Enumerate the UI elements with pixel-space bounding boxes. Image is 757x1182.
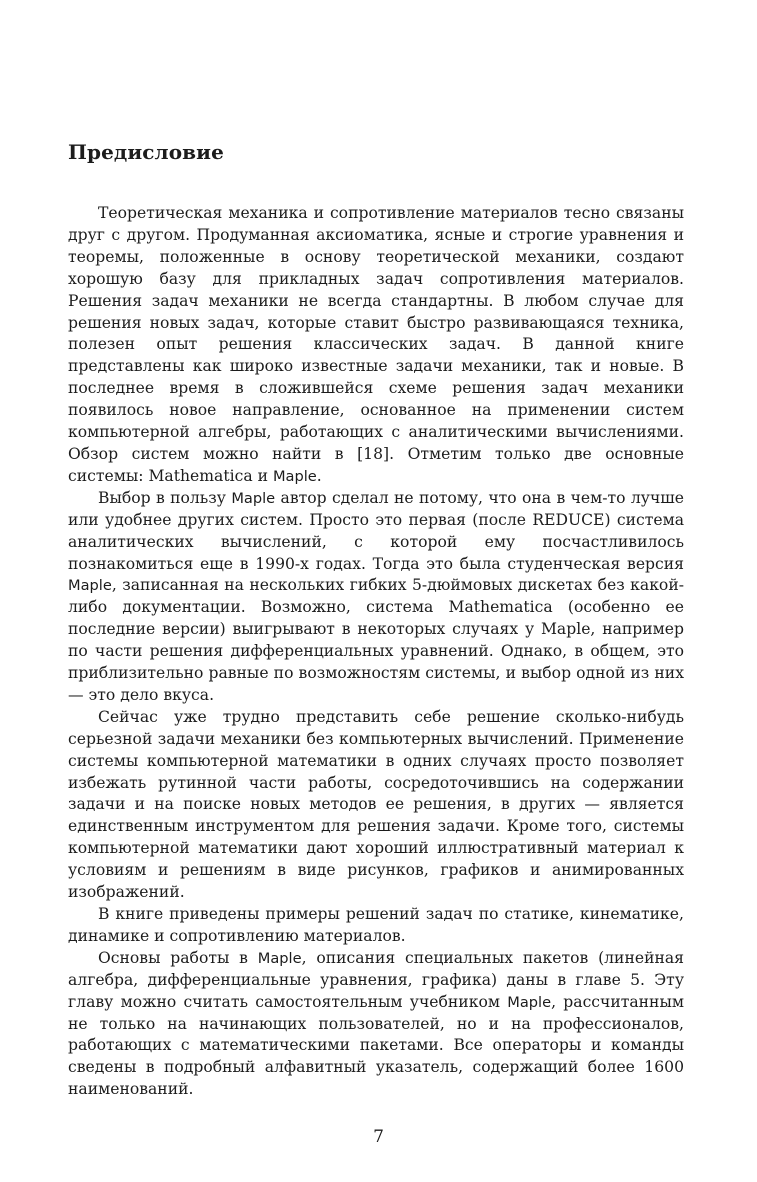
page-number: 7 bbox=[373, 1127, 384, 1147]
software-name: Maple bbox=[272, 467, 317, 485]
text-run: Теоретическая механика и сопротивление материалов тесно связаны друг с другом. Продуманная аксиоматика, ясные и строгие уравнения и теоремы, положенные в основу теоретической механики, создают хорошую базу для прикладных задач сопротивления материалов. Решения задач механики не всегда стандартны. В любом случае для решения новых задач, которые ставит быстро развивающаяся техника, полезен опыт решения классических задач. В данной книге представлены как широко известные задачи механики, так и новые. В последнее время в сложившейся схеме решения задач механики появилось новое направление, основанное на применении систем компьютерной алгебры, работающих с аналитическими вычислениями. Обзор систем можно найти в [18]. Отметим только две основные системы: Mathematica и bbox=[68, 204, 684, 485]
text-run: , описания специальных пакетов (линейная алгебра, дифференциальные уравнения, графика) даны в главе 5. Эту главу можно считать самостоятельным учебником bbox=[68, 948, 684, 1011]
text-run: Сейчас уже трудно представить себе решение сколько-нибудь серьезной задачи механики без компьютерных вычислений. Применение системы компьютерной математики в одних случаях просто позволяет избежать рутинной части работы, сосредоточившись на содержании задачи и на поиске новых методов ее решения, в других — является единственным инструментом для решения задачи. Кроме того, системы компьютерной математики дают хороший иллюстративный материал к условиям и решениям в виде рисунков, графиков и анимированных изображений. bbox=[68, 707, 684, 902]
page-title: Предисловие bbox=[68, 140, 224, 164]
software-name: Maple bbox=[231, 489, 276, 507]
paragraph bbox=[68, 948, 684, 1101]
paragraph bbox=[68, 707, 684, 904]
paragraph bbox=[68, 488, 684, 707]
text-run: . bbox=[316, 466, 322, 485]
text-run: , записанная на нескольких гибких 5-дюймовых дискетах без какой-либо документации. Возможно, система Mathematica (особенно ее последние версии) выигрывают в некоторых случаях у Maple, например по части решения дифференциальных уравнений. Однако, в общем, это приблизительно равные по возможностям системы, и выбор одной из них — это дело вкуса. bbox=[68, 576, 684, 704]
text-run: Выбор в пользу bbox=[98, 488, 232, 507]
software-name: Maple bbox=[507, 993, 552, 1011]
text-run: , рассчитанным не только на начинающих пользователей, но и на профессионалов, работающих с математическими пакетами. Все операторы и команды сведены в подробный алфавитный указатель, содержащий более 1600 наименований. bbox=[68, 992, 684, 1099]
paragraph bbox=[68, 203, 684, 488]
text-run: В книге приведены примеры решений задач по статике, кинематике, динамике и сопротивлению материалов. bbox=[68, 905, 684, 945]
paragraph bbox=[68, 904, 684, 948]
software-name: Maple bbox=[257, 949, 302, 967]
text-run: Основы работы в bbox=[98, 948, 258, 967]
software-name: Maple bbox=[68, 577, 112, 595]
body-text bbox=[68, 203, 684, 1101]
text-run: автор сделал не потому, что она в чем-то лучше или удобнее других систем. Просто это первая (после REDUCE) система аналитических вычислений, с которой ему посчастливилось познакомиться еще в 1990-х годах. Тогда это была студенческая версия bbox=[68, 488, 684, 573]
